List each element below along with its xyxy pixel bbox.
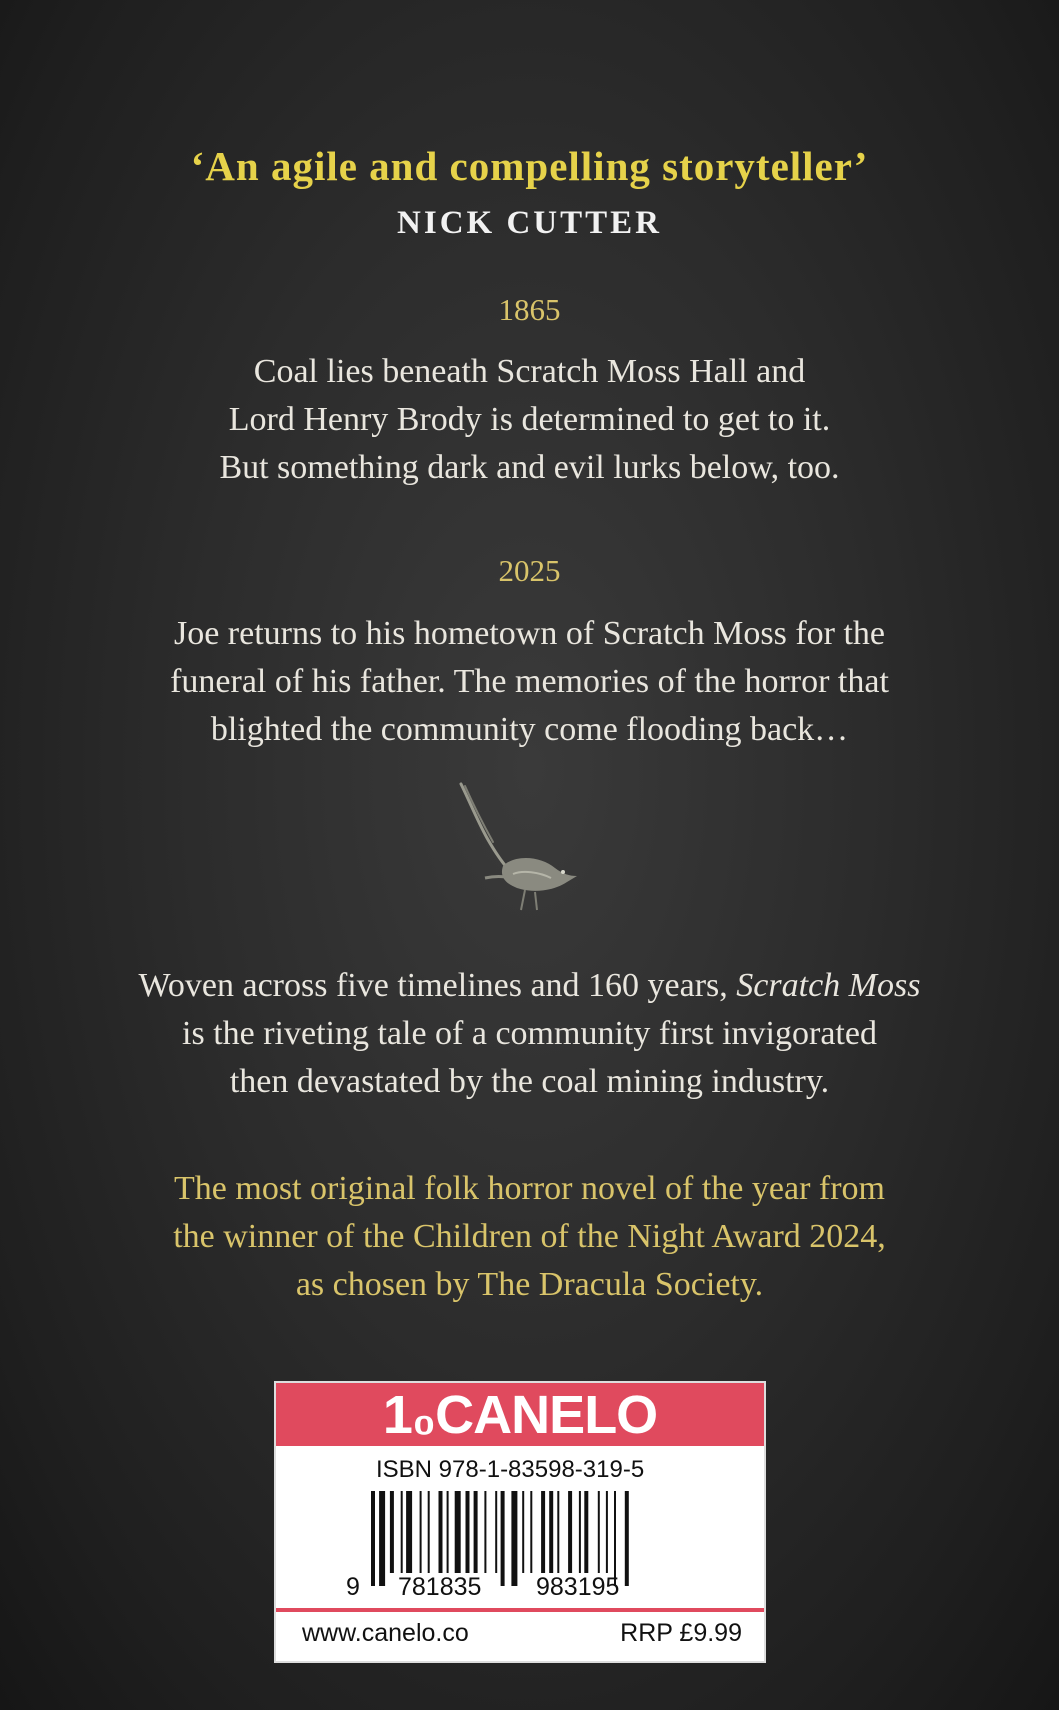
summary-blurb [0,962,1059,1106]
barcode-bar [420,1491,422,1573]
barcode-bar [501,1491,505,1586]
barcode-bar [390,1491,394,1573]
isbn-text: ISBN 978-1-83598-319-5 [376,1456,645,1483]
barcode-digits-right: 983195 [536,1573,620,1601]
barcode-bar [466,1491,470,1573]
blurb-line: Joe returns to his hometown of Scratch Moss for the [173,615,886,652]
barcode-bar [447,1491,449,1573]
barcode-bar [530,1491,532,1573]
barcode-bar [439,1491,443,1573]
barcode-bar [474,1491,478,1573]
publisher-website: www.canelo.co [302,1619,469,1647]
review-quote: ‘An agile and compelling storyteller’ [190,143,869,189]
barcode-bar [406,1491,412,1573]
price-text: RRP £9.99 [620,1619,742,1647]
award-line: the winner of the Children of the Night Award 2024, [173,1218,886,1255]
summary-line-3: then devastated by the coal mining industry. [229,1063,830,1100]
barcode-bar [522,1491,524,1573]
barcode-bar [598,1491,600,1573]
label-divider [276,1608,764,1612]
barcode-bar [614,1491,616,1586]
summary-line-2: is the riveting tale of a community first invigorated [182,1015,877,1052]
publisher-banner [276,1383,764,1446]
barcode-bar [584,1491,588,1573]
barcode-bar [541,1491,545,1573]
blurb-line: funeral of his father. The memories of the horror that [170,663,889,700]
award-line: The most original folk horror novel of the year from [174,1170,885,1207]
barcode-bar [579,1491,581,1573]
year-heading-2025: 2025 [498,553,561,588]
quote-author: NICK CUTTER [397,205,662,241]
blurb-line: Coal lies beneath Scratch Moss Hall and [253,353,806,390]
publisher-logo: 1₀CANELO [382,1385,658,1445]
barcode-bar [511,1491,517,1586]
barcode-bar [568,1491,572,1573]
blurb-line: blighted the community come flooding back… [210,711,849,748]
book-title: Scratch Moss [736,967,921,1004]
bird-icon [455,780,585,930]
summary-text: Woven across five timelines and 160 years, [138,967,737,1004]
blurb-2025 [0,610,1059,754]
barcode-bar [625,1491,629,1586]
blurb-line: But something dark and evil lurks below, too. [219,449,840,486]
barcode-bar [371,1491,375,1586]
barcode-digits-left: 781835 [398,1573,482,1601]
year-heading-1865: 1865 [498,292,561,327]
barcode-bar [606,1491,608,1573]
barcode-bar [549,1491,553,1573]
blurb-line: Lord Henry Brody is determined to get to it. [228,401,831,438]
barcode-bar [495,1491,497,1573]
barcode-bar [484,1491,486,1573]
award-blurb [0,1165,1059,1309]
award-line: as chosen by The Dracula Society. [295,1266,764,1303]
barcode-icon [371,1491,671,1586]
barcode-digit-first: 9 [346,1573,360,1601]
barcode-bar [557,1491,559,1573]
barcode-bar [379,1491,385,1586]
blurb-1865 [0,348,1059,492]
barcode-label [274,1381,766,1663]
summary-line-1 [0,962,1059,1010]
barcode-bar [455,1491,461,1573]
barcode-bar [401,1491,403,1573]
barcode-bar [428,1491,430,1573]
